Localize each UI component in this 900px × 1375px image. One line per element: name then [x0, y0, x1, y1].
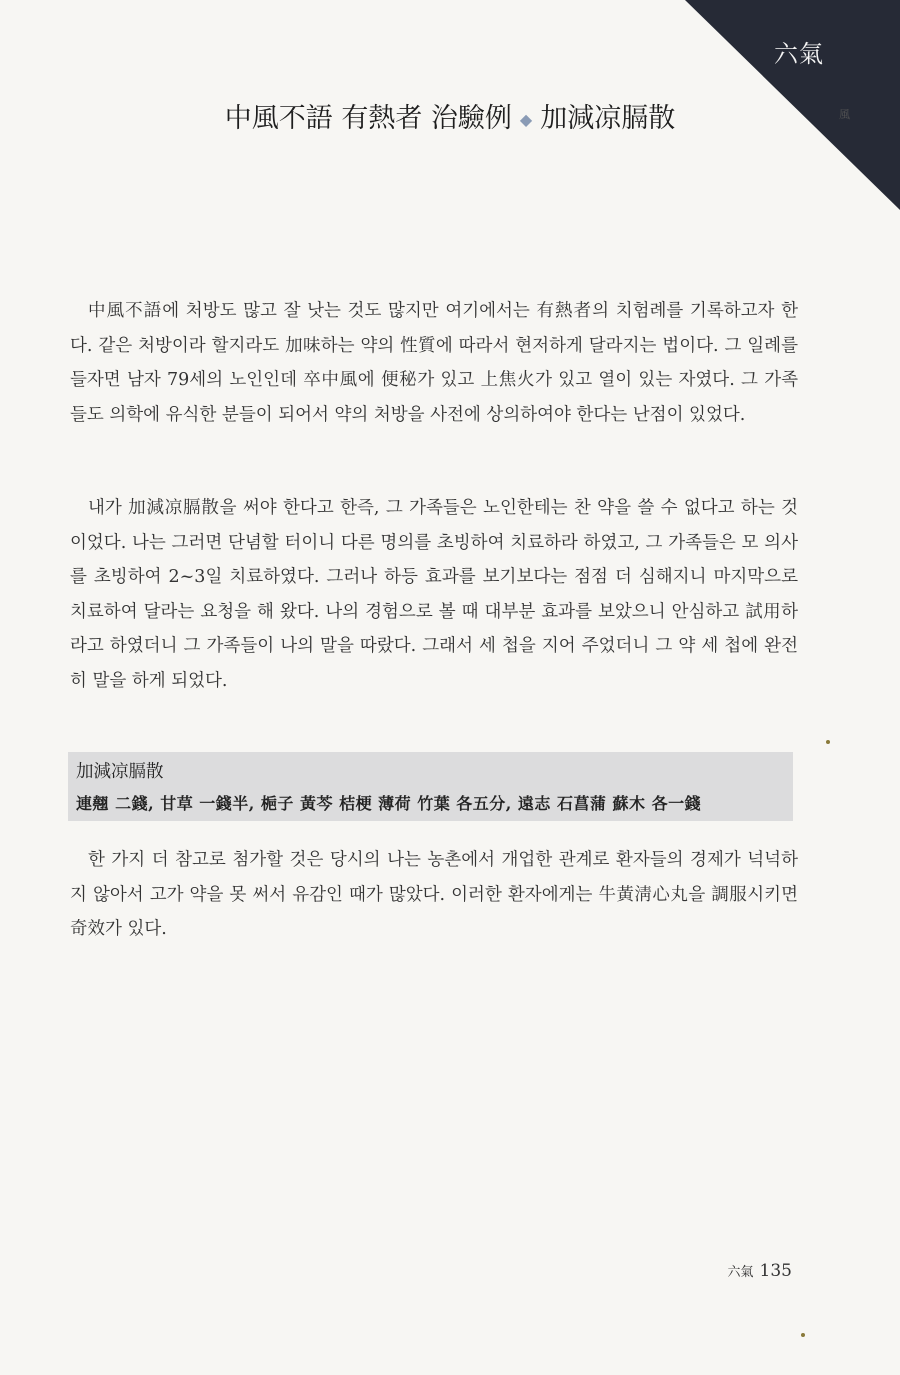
paragraph-text: 내가 加減凉膈散을 써야 한다고 한즉, 그 가족들은 노인한테는 찬 약을 쓸 수 없다고 하는 것이었다. 나는 그러면 단념할 터이니 다른 명의를 초빙하여 치료하라 하였고, 그 가족들은 모 의사를 초빙하여 2~3일 치료하였다. 그러나 하등 효과를 보기보다는 점점 더 심해지니 마지막으로 치료하여 달라는 요청을 해 왔다. 나의 경험으로 볼 때 대부분 효과를 보았으니 안심하고 試用하라고 하였더니 그 가족들이 나의 말을 따랐다. 그래서 세 첩을 지어 주었더니 그 약 세 첩에 완전히 말을 하게 되었다.	[70, 498, 798, 691]
paragraph-1	[70, 294, 798, 432]
formula-box	[68, 752, 793, 821]
section-tab-mark: 風	[839, 108, 850, 121]
speck-decoration	[826, 740, 830, 744]
page-title	[0, 96, 900, 135]
page-number: 135	[759, 1261, 792, 1281]
title-sub: 加減凉膈散	[540, 103, 676, 134]
paragraph-2	[70, 491, 798, 698]
section-tab-label: 六氣	[774, 40, 824, 68]
paragraph-3	[70, 843, 798, 947]
footer-section: 六氣	[727, 1265, 754, 1280]
paragraph-text: 中風不語에 처방도 많고 잘 낫는 것도 많지만 여기에서는 有熱者의 치험례를 기록하고자 한다. 같은 처방이라 할지라도 加味하는 약의 性質에 따라서 현저하게 달라지는 법이다. 그 일례를 들자면 남자 79세의 노인인데 卒中風에 便秘가 있고 上焦火가 있고 열이 있는 자였다. 그 가족들도 의학에 유식한 분들이 되어서 약의 처방을 사전에 상의하여야 한다는 난점이 있었다.	[70, 301, 798, 425]
title-separator-icon: ◆	[519, 110, 533, 129]
formula-ingredients: 連翹 二錢, 甘草 一錢半, 梔子 黃芩 桔梗 薄荷 竹葉 各五分, 遠志 石菖蒲 蘇木 各一錢	[76, 794, 702, 813]
title-main: 中風不語 有熱者 治驗例	[224, 103, 512, 134]
page-footer	[728, 1261, 792, 1281]
formula-name: 加減凉膈散	[76, 762, 164, 782]
paragraph-text: 한 가지 더 참고로 첨가할 것은 당시의 나는 농촌에서 개업한 관계로 환자들의 경제가 넉넉하지 않아서 고가 약을 못 써서 유감인 때가 많았다. 이러한 환자에게는 牛黃淸心丸을 調服시키면 奇效가 있다.	[70, 850, 798, 939]
speck-decoration	[801, 1333, 805, 1337]
